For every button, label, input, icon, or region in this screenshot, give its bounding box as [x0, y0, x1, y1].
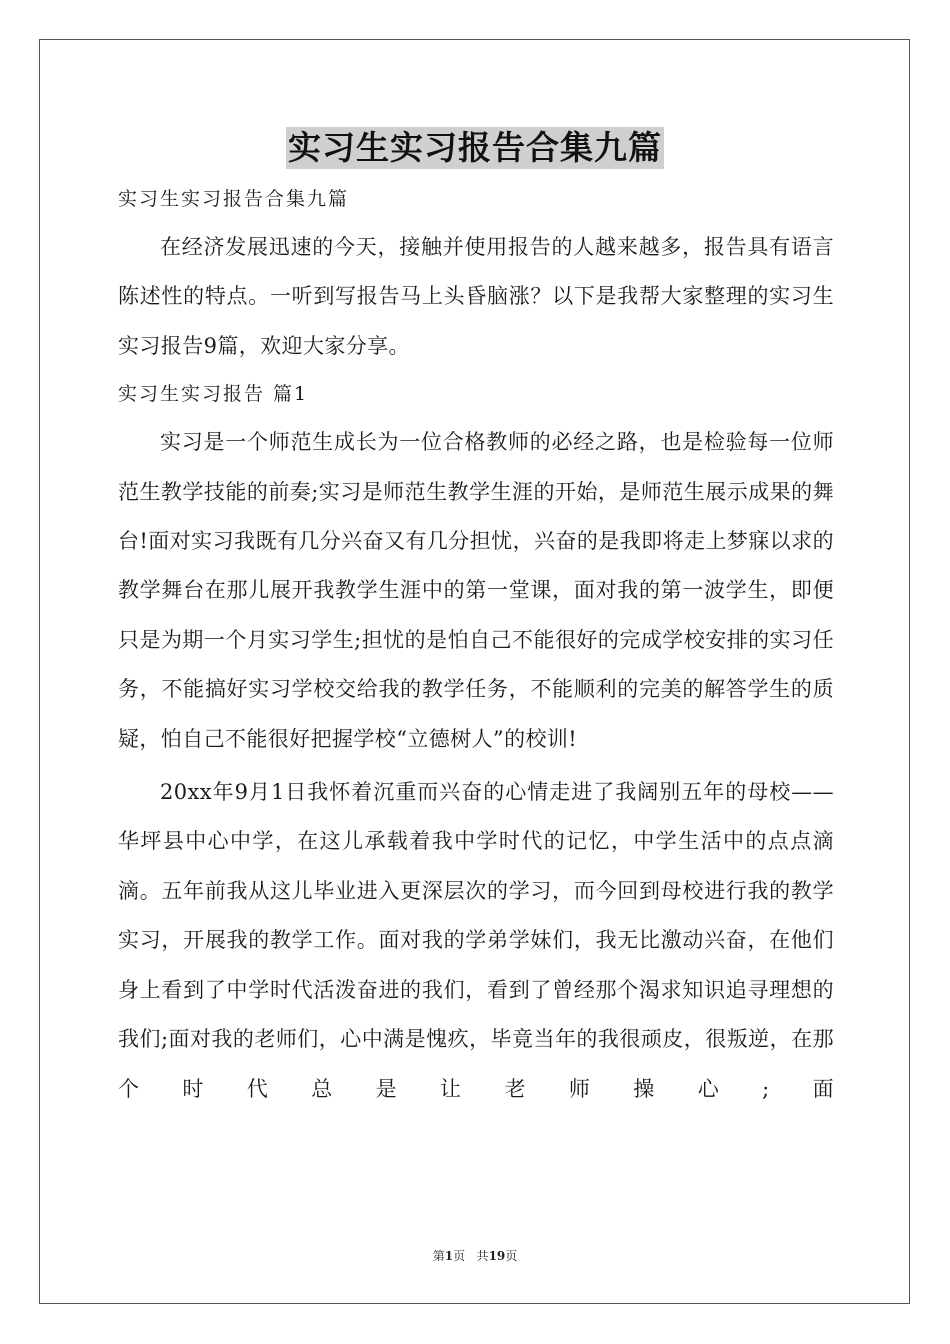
document-subtitle: 实习生实习报告合集九篇 [118, 188, 350, 210]
footer-total-prefix: 共 [476, 1249, 489, 1263]
footer-page-prefix: 第 [432, 1249, 445, 1263]
body-paragraph-2: 20xx年9月1日我怀着沉重而兴奋的心情走进了我阔别五年的母校——华坪县中心中学，在这儿承载着我中学时代的记忆，中学生活中的点点滴滴。五年前我从这儿毕业进入更深层次的学习，而今回到母校进行我的教学实习，开展我的教学工作。面对我的学弟学妹们，我无比激动兴奋，在他们身上看到了中学时代活泼奋进的我们，看到了曾经那个渴求知识追寻理想的我们;面对我的老师们，心中满是愧疚，毕竟当年的我很顽皮，很叛逆，在那个时代总是让老师操心;面 [118, 780, 834, 1101]
title-wrap [0, 127, 950, 169]
section-heading: 实习生实习报告 篇1 [118, 383, 309, 406]
document-title: 实习生实习报告合集九篇 [288, 128, 662, 167]
body-paragraph-1: 实习是一个师范生成长为一位合格教师的必经之路，也是检验每一位师范生教学技能的前奏;实习是师范生教学生涯的开始，是师范生展示成果的舞台!面对实习我既有几分兴奋又有几分担忧，兴奋的是我即将走上梦寐以求的教学舞台在那儿展开我教学生涯中的第一堂课，面对我的第一波学生，即便只是为期一个月实习学生;担忧的是怕自己不能很好的完成学校安排的实习任务，不能搞好实习学校交给我的教学任务，不能顺利的完美的解答学生的质疑，怕自己不能很好把握学校“立德树人”的校训! [118, 430, 834, 751]
footer-page-suffix: 页 [453, 1249, 466, 1263]
footer-total-suffix: 页 [505, 1249, 518, 1263]
footer-total-pages: 19 [488, 1249, 506, 1263]
page-footer [0, 1247, 950, 1264]
document-body [118, 180, 834, 1114]
intro-paragraph: 在经济发展迅速的今天，接触并使用报告的人越来越多，报告具有语言陈述性的特点。一听到写报告马上头昏脑涨？以下是我帮大家整理的实习生实习报告9篇，欢迎大家分享。 [118, 235, 834, 358]
footer-page-number: 1 [444, 1249, 454, 1263]
